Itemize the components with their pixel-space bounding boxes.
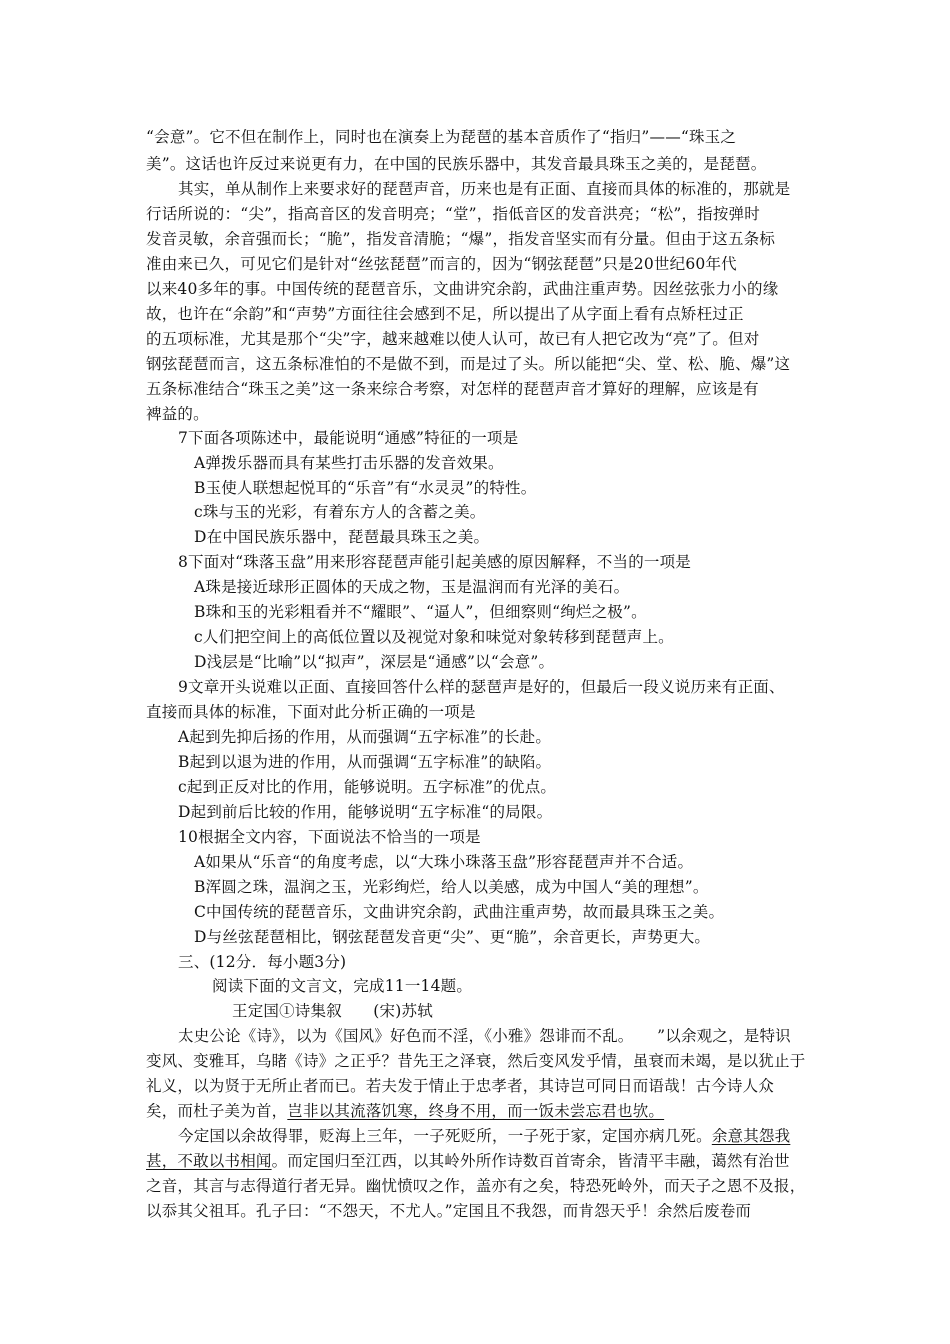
text-segment: 今定国以余故得罪，贬海上三年，一子死贬所，一子死于家，定国亦病几死。 — [178, 1127, 712, 1145]
text-line: 裨益的。 — [146, 405, 209, 423]
option-c: c起到正反对比的作用，能够说明。五字标准”的优点。 — [178, 778, 557, 796]
option-a: A起到先抑后扬的作用，从而强调“五字标准”的长赴。 — [178, 728, 552, 746]
question-10: 10根据全文内容，下面说法不恰当的一项是 — [178, 828, 481, 846]
option-b: B珠和玉的光彩粗看并不“耀眼”、“逼人”，但细察则“绚烂之极”。 — [194, 603, 647, 621]
text-line: 太史公论《诗》，以为《国风》好色而不淫，《小雅》怨诽而不乱。 ”以余观之，是特识 — [178, 1027, 791, 1045]
text-line: 行话所说的：“尖”，指高音区的发音明亮；“堂”，指低音区的发音洪亮；“松”，指按弹时 — [146, 205, 760, 223]
text-line: 变风、变雅耳，乌睹《诗》之正乎？昔先王之泽衰，然后变风发乎情，虽衰而未竭，是以犹止于 — [146, 1052, 806, 1070]
option-c: c珠与玉的光彩，有着东方人的含蓄之美。 — [194, 503, 486, 521]
option-d: D起到前后比较的作用，能够说明“五字标准“的局限。 — [178, 803, 553, 821]
text-segment: 矣，而杜子美为首， — [146, 1102, 288, 1120]
text-line — [146, 1149, 790, 1173]
text-line: 的五项标准，尤其是那个“尖”字，越来越难以使人认可，故已有人把它改为“亮”了。但对 — [146, 330, 760, 348]
text-line: 钢弦琵琶而言，这五条标准怕的不是做不到，而是过了头。所以能把“尖、堂、松、脆、爆”这 — [146, 355, 791, 373]
text-line: 美”。这话也许反过来说更有力，在中国的民族乐器中，其发音最具珠玉之美的，是琵琶。 — [146, 155, 767, 173]
question-7: 7下面各项陈述中，最能说明“通感”特征的一项是 — [178, 429, 519, 447]
text-segment: 。而定国归至江西，以其岭外所作诗数百首寄余，皆清平丰融，蔼然有治世 — [271, 1152, 790, 1170]
underlined-sentence: 余意其怨我 — [711, 1127, 791, 1145]
text-line: “会意”。它不但在制作上，同时也在演奏上为琵琶的基本音质作了“指归”——“珠玉之 — [146, 128, 737, 146]
text-line: 以来40多年的事。中国传统的琵琶音乐，文曲讲究余韵，武曲注重声势。因丝弦张力小的缘 — [146, 280, 779, 298]
option-a: A珠是接近球形正圆体的天成之物，玉是温润而有光泽的美石。 — [194, 578, 630, 596]
option-a: A如果从“乐音“的角度考虑，以“大珠小珠落玉盘”形容琵琶声并不合适。 — [194, 853, 694, 871]
text-line — [178, 1124, 790, 1148]
option-d: D与丝弦琵琶相比，钢弦琵琶发音更“尖”、更“脆”，余音更长，声势更大。 — [194, 928, 711, 946]
text-line: 五条标准结合“珠玉之美”这一条来综合考察，对怎样的琵琶声音才算好的理解，应该是有 — [146, 380, 759, 398]
option-d: D在中国民族乐器中，琵琶最具珠玉之美。 — [194, 528, 490, 546]
instruction: 阅读下面的文言文，完成11一14题。 — [212, 977, 473, 995]
option-c: c人们把空间上的高低位置以及视觉对象和味觉对象转移到琵琶声上。 — [194, 628, 674, 646]
text-line: 其实，单从制作上来要求好的琵琶声音，历来也是有正面、直接而具体的标准的，那就是 — [178, 180, 791, 198]
option-b: B起到以退为进的作用，从而强调“五字标准”的缺陷。 — [178, 753, 552, 771]
underlined-sentence: 岂非以其流落饥寒，终身不用，而一饭未尝忘君也欤。 — [287, 1102, 665, 1120]
option-c: C中国传统的琵琶音乐，文曲讲究余韵，武曲注重声势，故而最具珠玉之美。 — [194, 903, 725, 921]
option-b: B玉使人联想起悦耳的“乐音”有“水灵灵”的特性。 — [194, 479, 537, 497]
text-line: 以忝其父祖耳。孔子曰：“不怨天，不尤人。”定国且不我怨，而肯怨天乎！余然后废卷而 — [146, 1202, 752, 1220]
question-9: 9文章开头说难以正面、直接回答什么样的瑟琶声是好的，但最后一段义说历来有正面、 — [178, 678, 785, 696]
underlined-sentence: 甚，不敢以书相闻 — [146, 1152, 272, 1170]
text-line — [146, 1099, 664, 1123]
option-b: B浑圆之珠，温润之玉，光彩绚烂，给人以美感，成为中国人“美的理想”。 — [194, 878, 709, 896]
text-line: 故，也许在“余韵”和“声势”方面往往会感到不足，所以提出了从字面上看有点矫枉过正 — [146, 305, 744, 323]
text-line: 准由来已久，可见它们是针对“丝弦琵琶”而言的，因为“钢弦琵琶”只是20世纪60年代 — [146, 255, 737, 273]
section-heading: 三、(12分．每小题3分) — [178, 953, 347, 971]
text-line: 直接而具体的标准，下面对此分析正确的一项是 — [146, 703, 476, 721]
text-line: 之音，其言与志得道行者无异。幽忧愤叹之作，盖亦有之矣，特恐死岭外，而天子之恩不及报， — [146, 1177, 806, 1195]
text-line: 礼义，以为贤于无所止者而已。若夫发于情止于忠孝者，其诗岂可同日而语哉！古今诗人众 — [146, 1077, 775, 1095]
option-a: A弹拨乐器而具有某些打击乐器的发音效果。 — [194, 454, 504, 472]
option-d: D浅层是“比喻”以“拟声”，深层是“通感”以“会意”。 — [194, 653, 555, 671]
text-line: 发音灵敏，余音强而长；“脆”，指发音清脆；“爆”，指发音坚实而有分量。但由于这五条标 — [146, 230, 776, 248]
passage-title: 王定国①诗集叙 (宋)苏轼 — [232, 1002, 433, 1020]
question-8: 8下面对“珠落玉盘”用来形容琵琶声能引起美感的原因解释，不当的一项是 — [178, 553, 692, 571]
